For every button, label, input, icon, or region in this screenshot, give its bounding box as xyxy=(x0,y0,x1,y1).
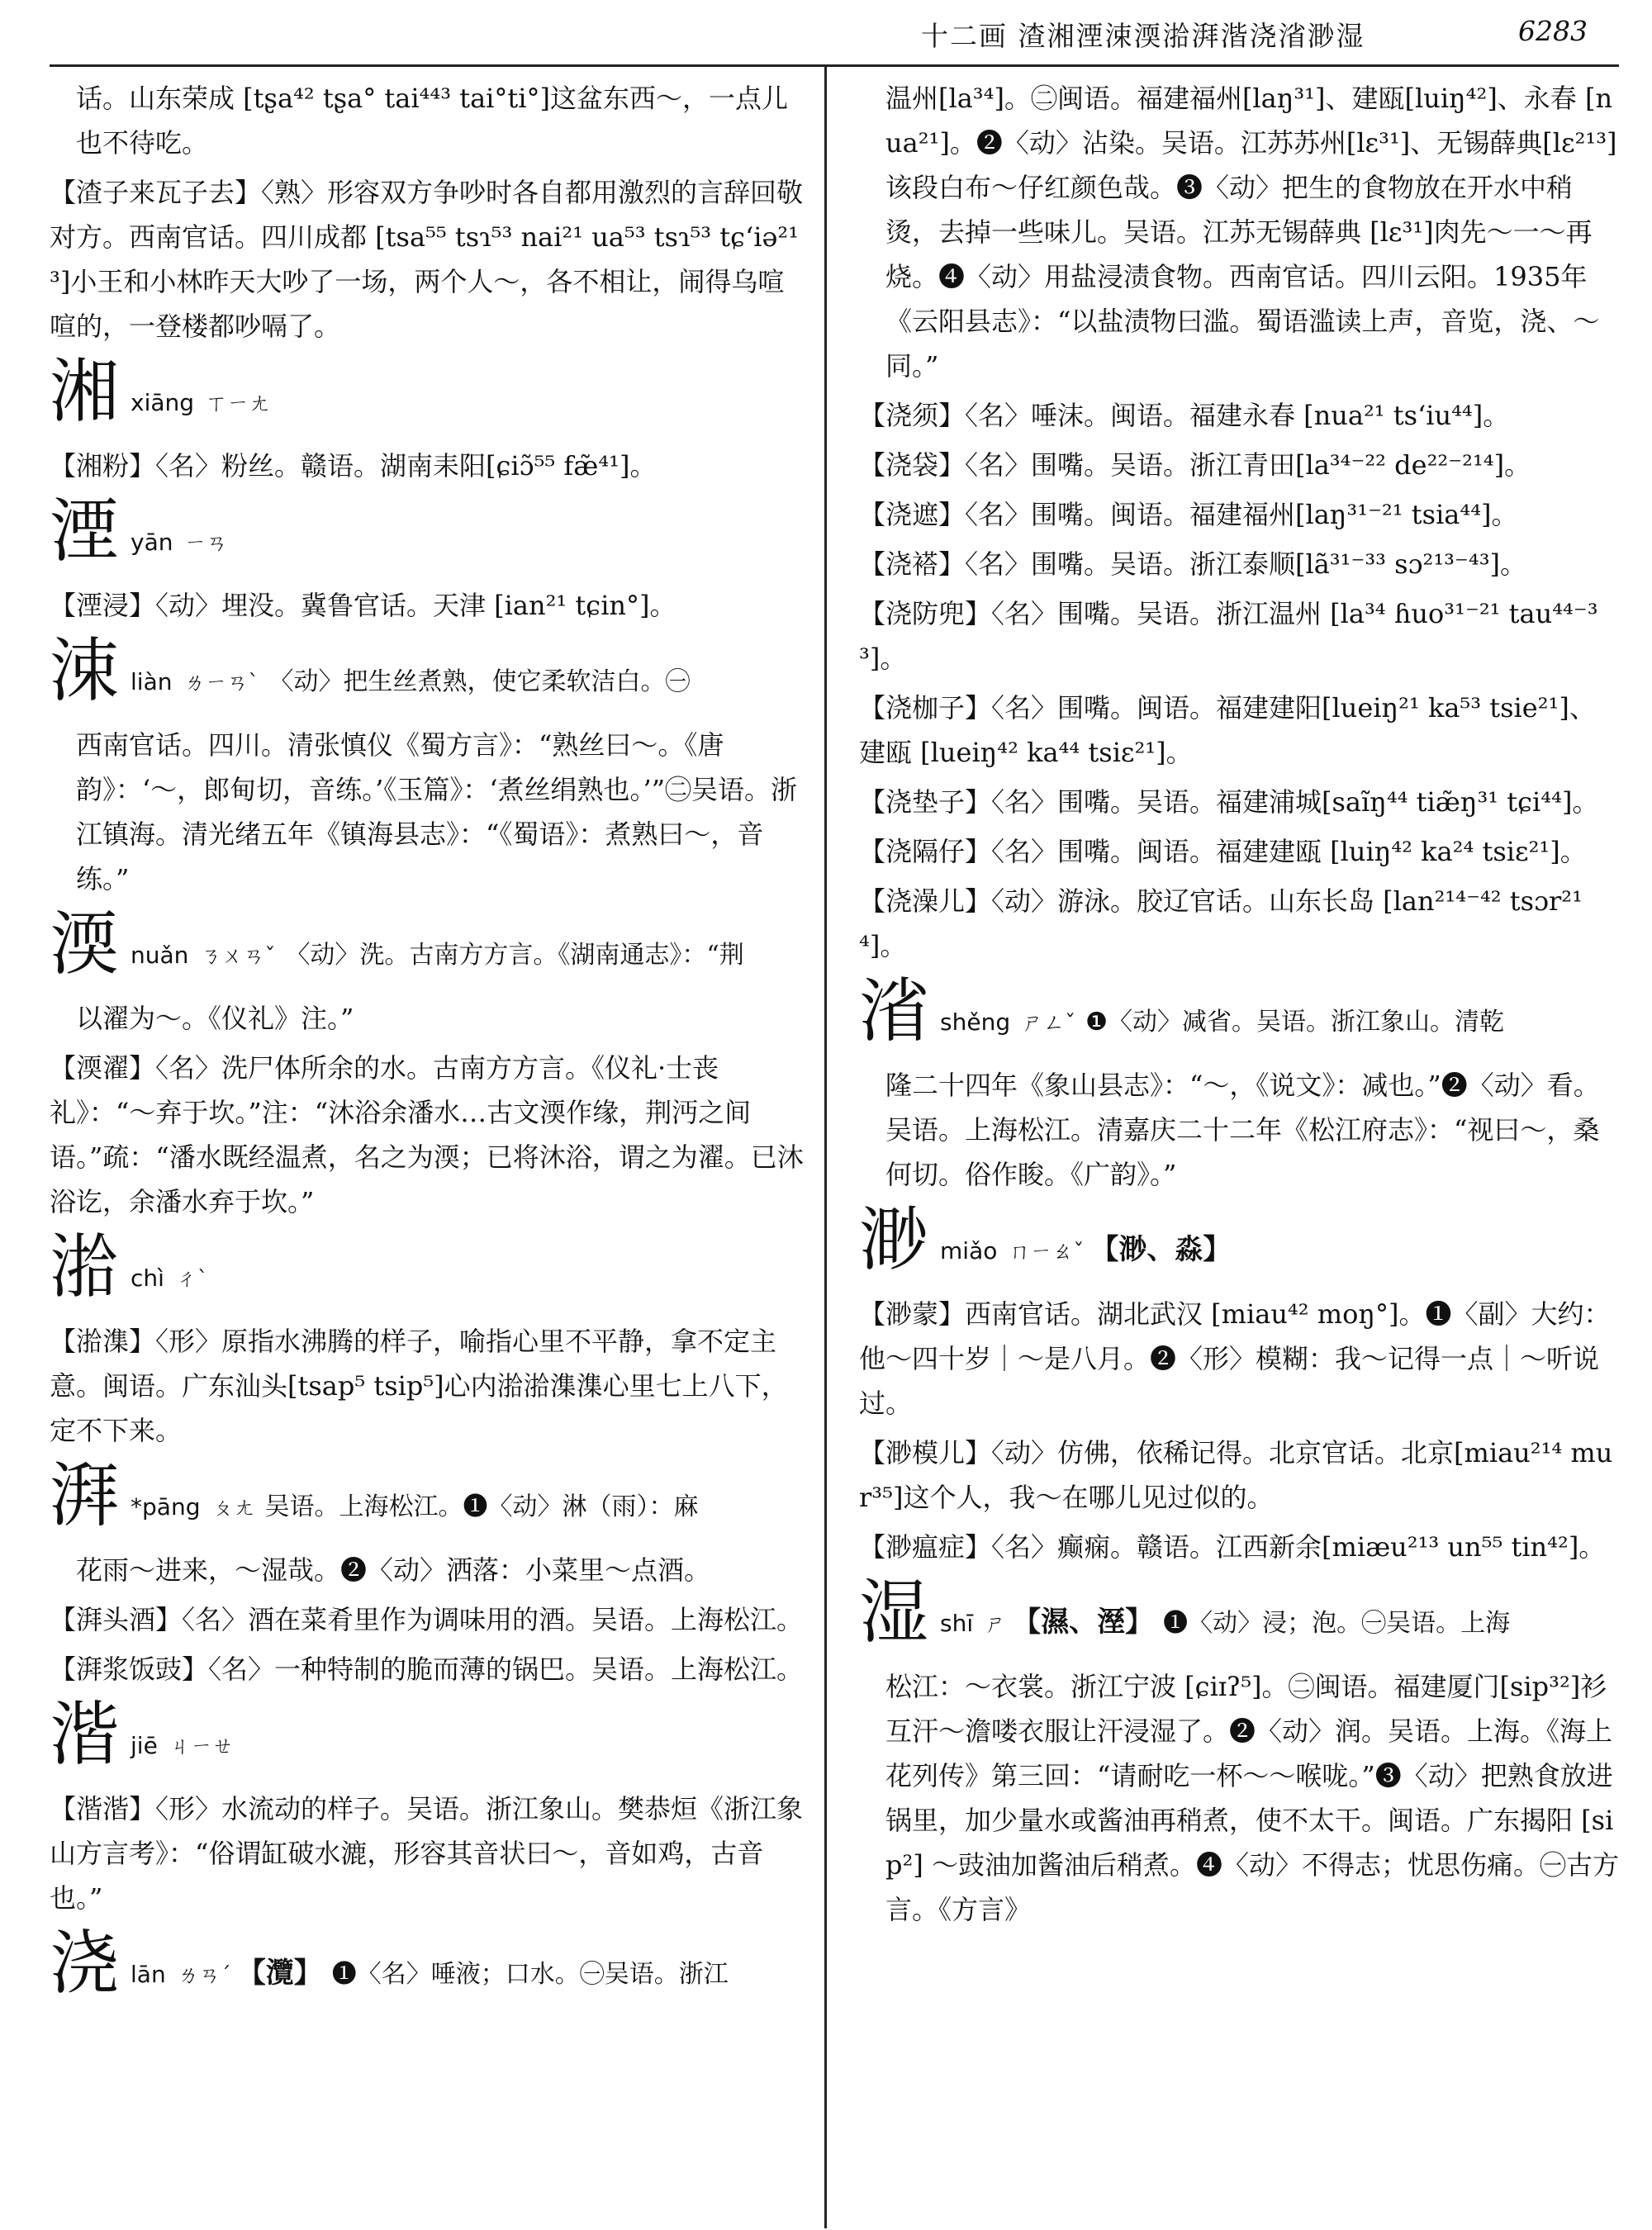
headword: 湝 xyxy=(50,1694,120,1775)
entry-text: 【渺蒙】西南官话。湖北武汉 [miau⁴² moŋ°]。❶〈副〉大约：他～四十岁｜～是八月。❷〈形〉模糊：我～记得一点｜～听说过。 xyxy=(859,1298,1611,1419)
entry-text: 隆二十四年《象山县志》：“～，《说文》：减也。”❷〈动〉看。吴语。上海松江。清嘉庆二十二年《松江府志》：“视曰～，桑何切。俗作睃。《广韵》。” xyxy=(885,1070,1600,1190)
dictionary-entry xyxy=(859,542,1619,586)
dictionary-entry xyxy=(859,492,1619,537)
dictionary-entry xyxy=(859,829,1619,874)
pinyin: yān xyxy=(131,529,173,556)
zhuyin: ㄐㄧㄝ xyxy=(169,1734,234,1759)
entry-text: 【湝湝】〈形〉水流动的样子。吴语。浙江象山。樊恭烜《浙江象山方言考》：“俗谓缸破水漉，形容其音状曰～，音如鸡，古音也。” xyxy=(50,1793,804,1914)
dictionary-entry xyxy=(859,879,1619,968)
dictionary-entry xyxy=(859,1292,1619,1426)
headword-line xyxy=(50,493,808,581)
definition-start: 〈动〉洗。古南方方言。《湖南通志》：“荆 xyxy=(285,941,744,970)
variant-forms: 【灠】 xyxy=(237,1957,322,1990)
headword: 湮 xyxy=(50,491,120,572)
headword-line xyxy=(859,1199,1619,1290)
zhuyin: ㄌㄢˊ xyxy=(177,1963,231,1988)
headword: 渜 xyxy=(50,904,120,985)
dictionary-entry xyxy=(859,591,1619,681)
headword-line xyxy=(859,970,1619,1061)
pinyin: miǎo xyxy=(940,1237,998,1264)
entry-text: 【浇须】〈名〉唾沫。闽语。福建永春 [nua²¹ tsʻiu⁴⁴]。 xyxy=(859,400,1510,431)
zhuyin: ㄌㄧㄢˋ xyxy=(183,671,259,695)
zhuyin: ㄧㄢ xyxy=(184,531,228,556)
zhuyin: ㄔˋ xyxy=(175,1267,208,1292)
pinyin: shěng xyxy=(940,1008,1011,1036)
entry-text: 【湘粉】〈名〉粉丝。赣语。湖南耒阳[ɕiɔ̃⁵⁵ fæ̃⁴¹]。 xyxy=(50,450,657,482)
continuation-text xyxy=(50,723,808,901)
pinyin: jiē xyxy=(131,1732,158,1759)
entry-text: 【浇褡】〈名〉围嘴。吴语。浙江泰顺[lã³¹⁻³³ sɔ²¹³⁻⁴³]。 xyxy=(859,548,1527,580)
dictionary-entry xyxy=(859,686,1619,775)
column-divider xyxy=(824,64,827,2228)
entry-text: 【湃浆饭豉】〈名〉一种特制的脆而薄的锅巴。吴语。上海松江。 xyxy=(50,1654,804,1685)
zhuyin: ㄆㄤ xyxy=(211,1496,255,1521)
entry-text: 【浇防兜】〈名〉围嘴。吴语。浙江温州 [la³⁴ ɦuo³¹⁻²¹ tau⁴⁴⁻³³]。 xyxy=(859,598,1598,674)
dictionary-entry xyxy=(859,1431,1619,1520)
entry-text: 【湁潗】〈形〉原指水沸腾的样子，喻指心里不平静，拿不定主意。闽语。广东汕头[tsap⁵ tsip⁵]心内湁湁潗潗心里七上八下，定不下来。 xyxy=(50,1326,788,1446)
dictionary-entry xyxy=(50,1046,808,1224)
headword: 湿 xyxy=(859,1572,929,1653)
pinyin: liàn xyxy=(131,668,173,695)
zhuyin: ㄒㄧㄤ xyxy=(206,391,271,416)
pinyin: shī xyxy=(940,1610,974,1637)
dictionary-entry xyxy=(50,583,808,628)
page-header xyxy=(0,0,1652,66)
headword: 湁 xyxy=(50,1226,120,1307)
continuation-text xyxy=(50,996,808,1041)
dictionary-entry xyxy=(50,1647,808,1691)
zhuyin: ㄕㄥˇ xyxy=(1022,1011,1076,1036)
headword: 渻 xyxy=(859,970,929,1051)
headword-line xyxy=(50,1696,808,1785)
headword-line xyxy=(50,906,808,994)
headword: 渺 xyxy=(859,1199,929,1280)
continuation-text xyxy=(859,1063,1619,1197)
entry-text: 【渺瘟症】〈名〉癫痫。赣语。江西新余[miæu²¹³ un⁵⁵ tin⁴²]。 xyxy=(859,1531,1606,1563)
pinyin: lān xyxy=(131,1961,166,1988)
headword: 湃 xyxy=(50,1455,120,1536)
dictionary-entry xyxy=(859,780,1619,824)
headword: 浇 xyxy=(50,1923,120,2004)
continuation-text xyxy=(859,76,1619,388)
headword-line xyxy=(50,1925,808,2014)
headword-line xyxy=(859,1574,1619,1663)
headword: 涑 xyxy=(50,630,120,711)
dictionary-entry xyxy=(859,1525,1619,1569)
header-characters: 十二画 渣湘湮涑渜湁湃湝浇渻渺湿 xyxy=(921,20,1365,52)
headword: 湘 xyxy=(50,351,120,432)
zhuyin: ㄇㄧㄠˇ xyxy=(1009,1240,1085,1264)
entry-text: 【渜濯】〈名〉洗尸体所余的水。古南方方言。《仪礼·士丧礼》：“～弃于坎。”注：“沐浴余潘水…古文渜作缘，荆沔之间语。”疏：“潘水既经温煮，名之为渜；已将沐浴，谓之为濯。已沐浴讫，余潘水弃于坎。” xyxy=(50,1052,804,1217)
entry-text: 【湃头酒】〈名〉酒在菜肴里作为调味用的酒。吴语。上海松江。 xyxy=(50,1604,804,1635)
definition-start: 〈动〉把生丝煮熟，使它柔软洁白。㊀ xyxy=(268,667,691,696)
continuation-text xyxy=(50,1548,808,1592)
entry-text: 【浇袋】〈名〉围嘴。吴语。浙江青田[la³⁴⁻²² de²²⁻²¹⁴]。 xyxy=(859,449,1531,481)
continuation-text xyxy=(50,76,808,165)
headword-line xyxy=(50,353,808,442)
pinyin: nuǎn xyxy=(131,942,189,969)
dictionary-entry xyxy=(50,1597,808,1642)
entry-text: 西南官话。四川。清张慎仪《蜀方言》：“熟丝曰～。《唐韵》：‘～，郎甸切，音练。’《玉篇》：‘煮丝绢熟也。’”㊁吴语。浙江镇海。清光绪五年《镇海县志》：“《蜀语》：煮熟曰～，音练。” xyxy=(76,729,798,894)
entry-text: 【浇遮】〈名〉围嘴。闽语。福建福州[laŋ³¹⁻²¹ tsia⁴⁴]。 xyxy=(859,499,1518,530)
definition-start: ❶〈动〉减省。吴语。浙江象山。清乾 xyxy=(1085,1008,1505,1037)
entry-text: 【浇澡儿】〈动〉游泳。胶辽官话。山东长岛 [lan²¹⁴⁻⁴² tsɔr²¹⁴]。 xyxy=(859,885,1583,961)
dictionary-entry xyxy=(50,1786,808,1920)
zhuyin: ㄋㄨㄢˇ xyxy=(200,944,276,969)
headword-line xyxy=(50,1455,808,1546)
headword-line xyxy=(50,630,808,721)
entry-text: 以濯为～。《仪礼》注。” xyxy=(76,1003,354,1034)
entry-text: 【浇枷子】〈名〉围嘴。闽语。福建建阳[lueiŋ²¹ ka⁵³ tsie²¹]、建瓯 [lueiŋ⁴² ka⁴⁴ tsiɛ²¹]。 xyxy=(859,692,1596,768)
continuation-text xyxy=(859,1664,1619,1932)
dictionary-entry xyxy=(50,170,808,349)
right-column xyxy=(859,76,1619,2223)
variant-forms: 【濕、溼】 xyxy=(1013,1606,1154,1639)
dictionary-entry xyxy=(50,444,808,488)
entry-text: 花雨～进来，～湿哉。❷〈动〉洒落：小菜里～点酒。 xyxy=(76,1554,711,1586)
entry-text: 松江：～衣裳。浙江宁波 [ɕiɪʔ⁵]。㊁闽语。福建厦门[sip³²]衫互汗～澹喽衣服让汗浸湿了。❷〈动〉润。吴语。上海。《海上花列传》第三回：“请耐吃一杯～～喉咙。”❸〈动〉把熟食放进锅里，加少量水或酱油再稍煮，使不太干。闽语。广东揭阳 [sip²] ～豉油加酱油后稍煮。❹〈动〉不得志；忧思伤痛。㊀古方言。《方言》 xyxy=(885,1671,1619,1925)
definition-start: 吴语。上海松江。❶〈动〉淋（雨）：麻 xyxy=(264,1492,699,1521)
entry-text: 【渣子来瓦子去】〈熟〉形容双方争吵时各自都用激烈的言辞回敬对方。西南官话。四川成都 [tsa⁵⁵ tsɿ⁵³ nai²¹ ua⁵³ tsɿ⁵³ tɕʻiə²¹³]小王和小林昨天大吵了一场，两个人～，各不相让，闹得乌喧喧的，一登楼都吵嗝了。 xyxy=(50,177,804,342)
dictionary-entry xyxy=(859,443,1619,487)
entry-text: 【渺模儿】〈动〉仿佛，依稀记得。北京官话。北京[miau²¹⁴ mur³⁵]这个人，我～在哪儿见过似的。 xyxy=(859,1437,1613,1513)
variant-forms: 【渺、淼】 xyxy=(1090,1233,1232,1266)
entry-text: 温州[la³⁴]。㊁闽语。福建福州[laŋ³¹]、建瓯[luiŋ⁴²]、永春 [nua²¹]。❷〈动〉沾染。吴语。江苏苏州[lɛ³¹]、无锡薛典[lɛ²¹³]该段白布～仔红颜色哉。❸〈动〉把生的食物放在开水中稍烫，去掉一些味儿。吴语。江苏无锡薛典 [lɛ³¹]肉先～一～再烧。❹〈动〉用盐浸渍食物。西南官话。四川云阳。1935年《云阳县志》：“以盐渍物曰滥。蜀语滥读上声，音览，浇、～同。” xyxy=(885,83,1617,382)
zhuyin: ㄕ xyxy=(985,1612,1007,1637)
entry-text: 【浇隔仔】〈名〉围嘴。闽语。福建建瓯 [luiŋ⁴² ka²⁴ tsiɛ²¹]。 xyxy=(859,836,1587,867)
headword-line xyxy=(50,1226,808,1317)
page-number: 6283 xyxy=(1518,15,1588,47)
pinyin: chì xyxy=(131,1264,164,1292)
pinyin: xiāng xyxy=(131,389,195,416)
definition-start: ❶〈动〉浸；泡。㊀吴语。上海 xyxy=(1163,1609,1511,1638)
definition-start: ❶〈名〉唾液；口水。㊀吴语。浙江 xyxy=(331,1960,729,1989)
pinyin: *pāng xyxy=(131,1493,201,1521)
entry-text: 【浇垫子】〈名〉围嘴。吴语。福建浦城[saĩŋ⁴⁴ tiæ̃ŋ³¹ tɕi⁴⁴]。 xyxy=(859,786,1599,818)
entry-text: 【湮浸】〈动〉埋没。冀鲁官话。天津 [ian²¹ tɕin°]。 xyxy=(50,590,676,621)
left-column xyxy=(50,76,808,2223)
dictionary-entry xyxy=(859,393,1619,438)
header-rule xyxy=(50,64,1619,67)
dictionary-entry xyxy=(50,1319,808,1453)
entry-text: 话。山东荣成 [tʂa⁴² tʂa° tai⁴⁴³ tai°ti°]这盆东西～，一点儿也不待吃。 xyxy=(76,83,788,159)
